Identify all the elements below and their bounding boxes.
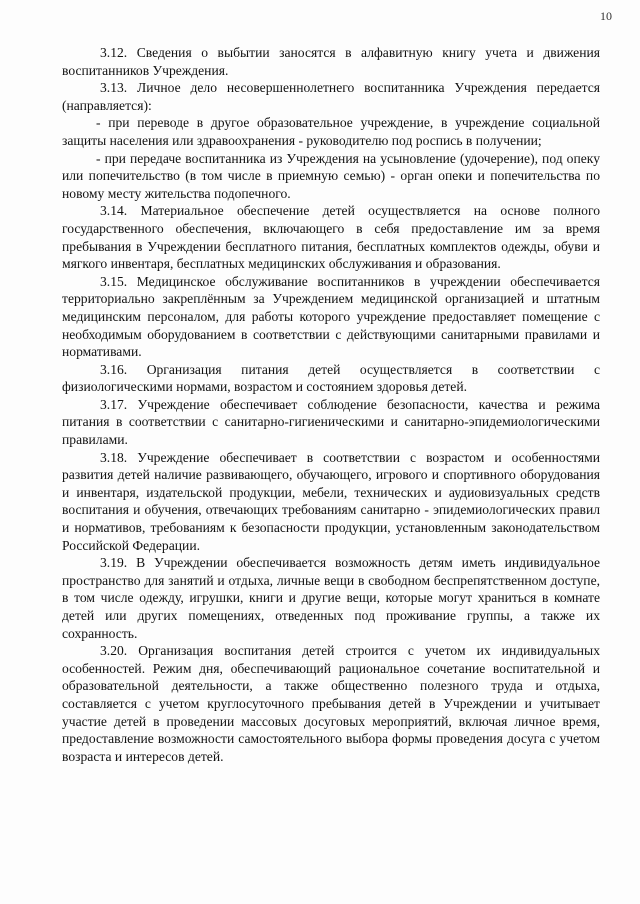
paragraph-3-12: 3.12. Сведения о выбытии заносятся в алфавитную книгу учета и движения воспитанников Учреждения.: [62, 45, 600, 78]
paragraph-3-17: 3.17. Учреждение обеспечивает соблюдение безопасности, качества и режима питания в соответствии с санитарно-гигиеническими и санитарно-эпидемиологическими правилами.: [62, 396, 600, 448]
paragraph-3-18: 3.18. Учреждение обеспечивает в соответствии с возрастом и особенностями развития детей наличие развивающего, обучающего, игрового и спортивного оборудования и инвентаря, издательской продукции, мебели, технических и аудиовизуальных средств воспитания и обучения, отвечающих требованиям санитарно - эпидемиологических правил и нормативов, требованиям к безопасности продукции, установленным законодательством Российской Федерации.: [62, 449, 600, 553]
paragraph-3-14: 3.14. Материальное обеспечение детей осуществляется на основе полного государственного обеспечения, включающего в себя предоставление им за время пребывания в Учреждении бесплатного питания, бесплатных комплектов одежды, обуви и мягкого инвентаря, бесплатных медицинских обслуживания и образования.: [62, 203, 600, 272]
paragraph-3-20: 3.20. Организация воспитания детей строится с учетом их индивидуальных особенностей. Режим дня, обеспечивающий рациональное сочетание воспитательной и образовательной деятельности, а также общественно полезного труда и отдыха, составляется с учетом круглосуточного пребывания детей в Учреждении и учитывает участие детей в проведении массовых досуговых мероприятий, включая личное время, предоставление возможности самостоятельного выбора формы проведения досуга с учетом возраста и интересов детей.: [62, 643, 600, 764]
paragraph-3-13-dash-1: - при переводе в другое образовательное учреждение, в учреждение социальной защиты населения или здравоохранения - руководителю под роспись в получении;: [62, 115, 600, 148]
paragraph-3-13: 3.13. Личное дело несовершеннолетнего воспитанника Учреждения передается (направляется):: [62, 80, 600, 113]
paragraph-3-13-dash-2: - при передаче воспитанника из Учреждения на усыновление (удочерение), под опеку или попечительство (в том числе в приемную семью) - орган опеки и попечительства по новому месту жительства подопечного.: [62, 150, 600, 201]
paragraph-3-16: 3.16. Организация питания детей осуществляется в соответствии с физиологическими нормами, возрастом и состоянием здоровья детей.: [62, 361, 600, 395]
page-number: 10: [600, 9, 612, 23]
document-body: [62, 44, 600, 765]
paragraph-3-15: 3.15. Медицинское обслуживание воспитанников в учреждении обеспечивается территориально закреплённым за Учреждением медицинской организацией и штатным медицинским персоналом, для работы которого учреждение предоставляет помещение с необходимым оборудованием в соответствии с действующими санитарными правилами и нормативами.: [62, 273, 600, 360]
paragraph-3-19: 3.19. В Учреждении обеспечивается возможность детям иметь индивидуальное пространство для занятий и отдыха, личные вещи в свободном беспрепятственном доступе, в том числе одежду, игрушки, книги и другие вещи, которые могут храниться в комнате детей или других помещениях, отведенных под проживание группы, а также их сохранность.: [62, 555, 600, 641]
